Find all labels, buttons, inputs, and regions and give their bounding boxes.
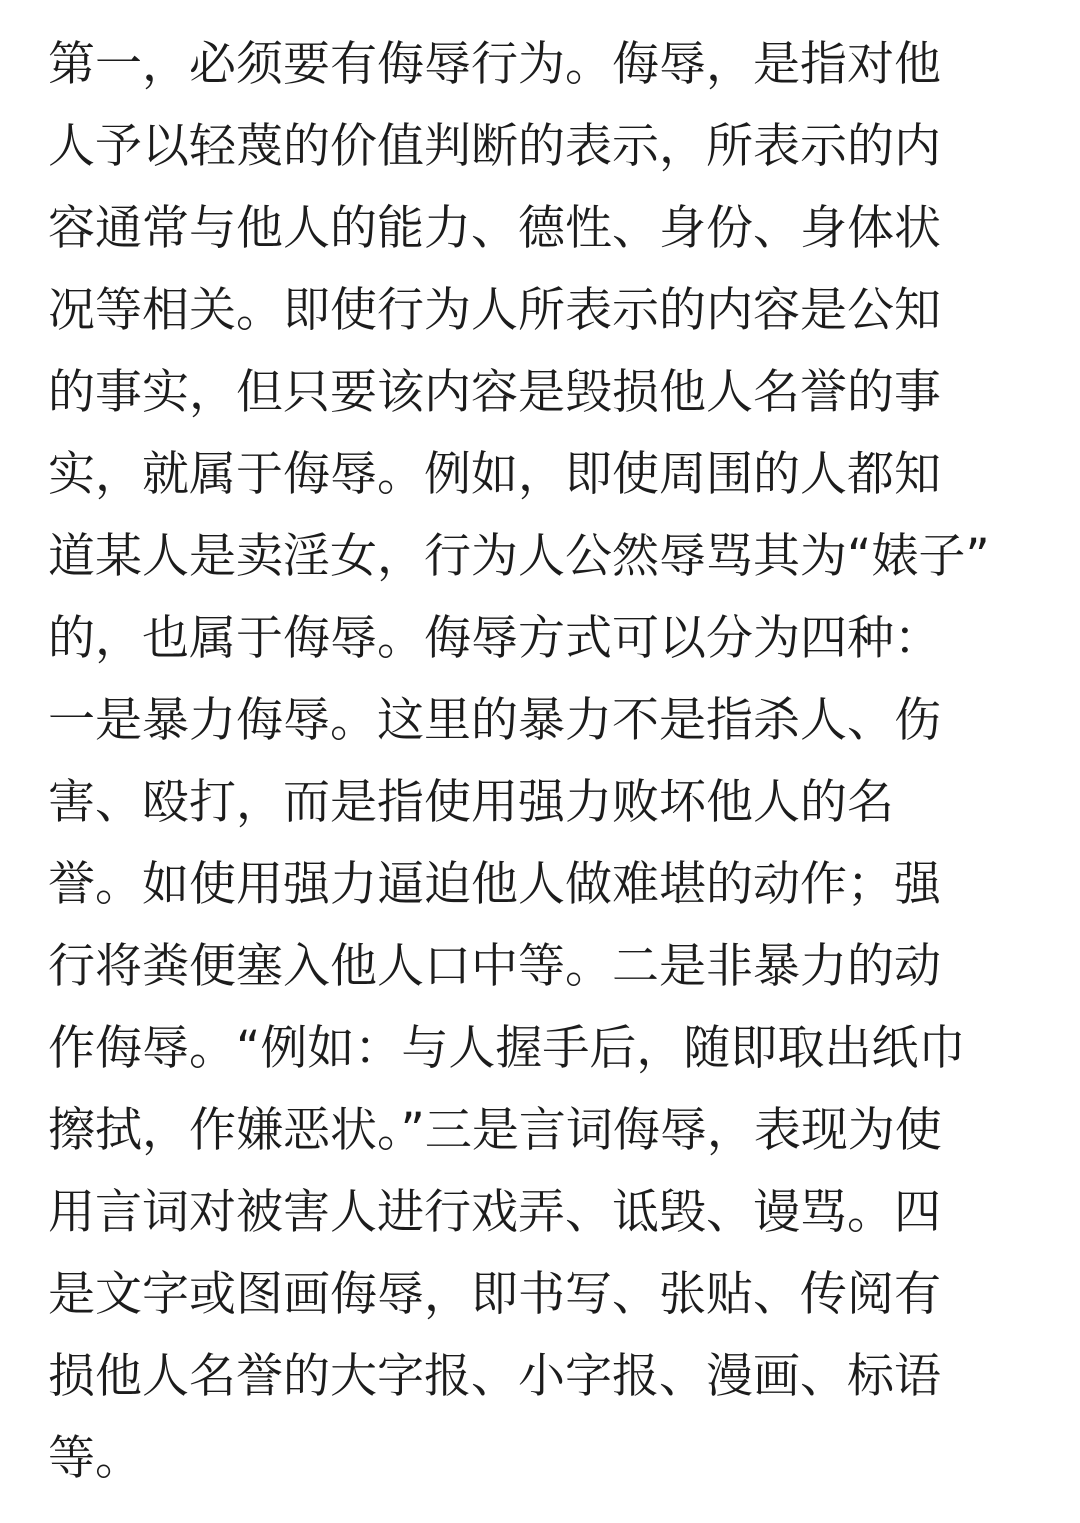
text-line: 是文字或图画侮辱，即书写、张贴、传阅有 <box>48 1267 941 1322</box>
text-line: 实，就属于侮辱。例如，即使周围的人都知 <box>48 447 941 502</box>
text-line: 损他人名誉的大字报、小字报、漫画、标语 <box>48 1349 941 1404</box>
text-line: 擦拭，作嫌恶状。”三是言词侮辱，表现为使 <box>48 1103 942 1158</box>
text-line: 作侮辱。“例如：与人握手后，随即取出纸巾 <box>48 1021 966 1076</box>
text-line: 第一，必须要有侮辱行为。侮辱，是指对他 <box>48 37 941 92</box>
text-line: 的，也属于侮辱。侮辱方式可以分为四种： <box>48 611 941 666</box>
text-line: 道某人是卖淫女，行为人公然辱骂其为“婊子” <box>48 529 990 584</box>
text-line: 一是暴力侮辱。这里的暴力不是指杀人、伤 <box>48 693 941 748</box>
text-line: 等。 <box>48 1431 142 1486</box>
text-line: 用言词对被害人进行戏弄、诋毁、谩骂。四 <box>48 1185 941 1240</box>
text-line: 容通常与他人的能力、德性、身份、身体状 <box>48 201 941 256</box>
text-line: 行将粪便塞入他人口中等。二是非暴力的动 <box>48 939 941 994</box>
text-line: 誉。如使用强力逼迫他人做难堪的动作；强 <box>48 857 941 912</box>
text-line: 况等相关。即使行为人所表示的内容是公知 <box>48 283 941 338</box>
document-body <box>48 24 1058 1500</box>
text-line: 的事实，但只要该内容是毁损他人名誉的事 <box>48 365 941 420</box>
text-line: 害、殴打，而是指使用强力败坏他人的名 <box>48 775 894 830</box>
text-line: 人予以轻蔑的价值判断的表示，所表示的内 <box>48 119 941 174</box>
